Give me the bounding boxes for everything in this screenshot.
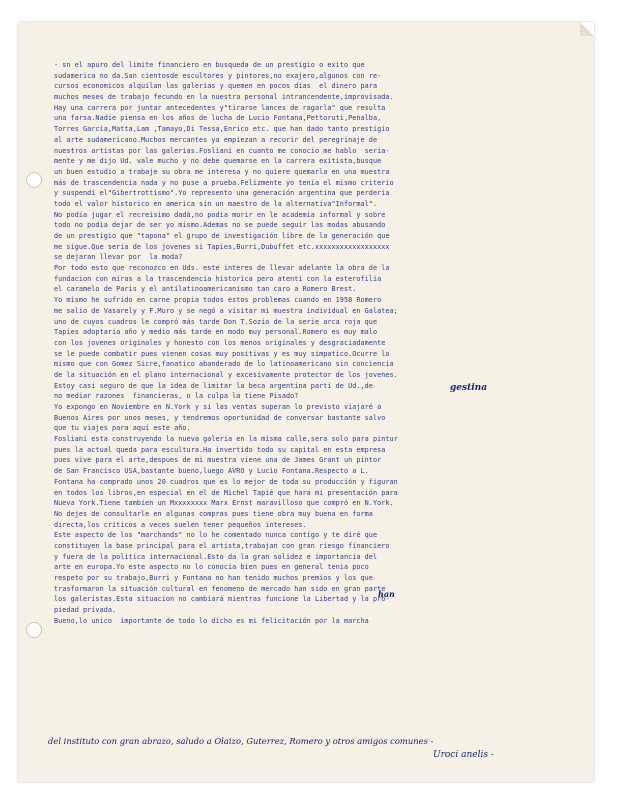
- letter-line: una farsa.Nadie piensa en los años de lucha de Lucio Fontana,Pettoruti,Penalba,: [54, 114, 382, 123]
- letter-line: Yo expongo en Noviembre en N.York y si las ventas superan lo previsto viajaré a: [54, 403, 382, 411]
- typed-letter-body: [54, 60, 574, 626]
- letter-line: con los jovenes originales y honesto con los menos originales y desgraciadamente: [54, 338, 386, 347]
- handwritten-correction-beca: gestina: [450, 383, 488, 393]
- letter-line: pues vive para el arte,despues de mi muestra viene una de James Grant un pintor: [54, 456, 382, 465]
- letter-line: me sigue.Que seria de los jovenes si Tapies,Burri,Dubuffet etc.xxxxxxxxxxxxxxxxxx: [54, 242, 390, 251]
- letter-line: Hay una carrera por juntar antecedentes y"tirarse lances de ragarla" que resulta: [54, 103, 386, 112]
- letter-sheet: [18, 22, 594, 782]
- letter-line: en todos los libros,en especial en el de Michel Tapié que hara mi presentación para: [54, 488, 398, 497]
- letter-line: Tapies adoptaria año y medio más tarde en modo muy personal.Romero es muy malo: [54, 328, 378, 337]
- letter-line: Fosliani esta construyendo la nueva galeria en la misma calle,sera solo para pintur: [54, 435, 398, 444]
- letter-line: muchos meses de trabajo fecundo en la nuestra personal intrancendente,improvisada.: [54, 93, 394, 102]
- signature: Uroci anelis -: [433, 750, 494, 760]
- letter-line: constituyen la base principal para el artista,trabajan con gran riesgo financiero: [54, 541, 390, 550]
- letter-line: No dejes de consultarle en algunas compras pues tiene obra muy buena en forma: [54, 509, 373, 518]
- letter-line: trasformaron la situación cultural en fenomeno de mercado han sido en gran parte: [54, 584, 386, 593]
- letter-line: Por todo esto que reconozco en Uds. este interes de llevar adelante la obra de la: [54, 264, 390, 273]
- letter-line: se dejaran llevar por la moda?: [54, 253, 183, 262]
- letter-line: Buenos Aires por unos meses, y tendremos oportunidad de conversar bastante salvo: [54, 413, 386, 422]
- letter-line: y fuera de la politica internacional.Esto da la gran solidez e importancia del: [54, 552, 378, 561]
- letter-line: Fontana ha comprado unos 20 cuadros que es lo mejor de toda su producción y figuran: [54, 477, 398, 486]
- letter-line: todo no podia dejar de ser yo mismo.Ademas no se puede seguir las modas abusando: [54, 221, 386, 230]
- letter-line: arte en europa.Yo este aspecto no lo conocia bien pues en general tenia poco: [54, 563, 369, 572]
- letter-line: Bueno,lo unico importante de todo lo dicho es mi felicitación por la marcha: [54, 616, 369, 625]
- letter-line: que tu viajes para aquí este año.: [54, 424, 191, 433]
- letter-line: Torres Garcia,Matta,Lam ,Tamayo,Di Tessa,Enrico etc. que han dado tanto prestigio: [54, 125, 390, 134]
- letter-line: un buen estudio a trabaje su obra me interesa y no quiere quemarla en una muestra: [54, 167, 390, 176]
- letter-line: se le puede combatir pues vienen cosas muy positivas y es muy simpatico.Ocurre lo: [54, 349, 390, 358]
- letter-line: todo el valor historico en america sin un maestro de la alternativa"Informal".: [54, 199, 378, 208]
- letter-line: más de trascendencia nada y no puse a prueba.Felizmente yo tenia el mismo criterio: [54, 178, 394, 187]
- letter-line: respeto por su trabajo,Burri y Fontana no han tenido muchos premios y los que: [54, 574, 373, 582]
- letter-line: pues la actual queda para escultura.Ha invertido todo su capital en esta empresa: [54, 445, 386, 454]
- letter-line: de la situación en el plano internacional y excesivamente protector de los jovenes.: [54, 370, 398, 379]
- letter-line: cursos economicos alquilan las galerias y quemen en pocos dias el dinero para: [54, 82, 378, 91]
- handwritten-postscript: del instituto con gran abrazo, saludo a Olaizo, Guterrez, Romero y otros amigos comunes -: [48, 736, 434, 746]
- letter-line: Nueva York.Tiene tambien un Mxxxxxxxx Marx Ernst maravilloso que compró en N.York.: [54, 499, 394, 508]
- letter-line: de un prestigio que "tapona" el grupo de investigación libre de la generación que: [54, 232, 390, 240]
- letter-line: piedad privada.: [54, 606, 117, 615]
- page-corner: [580, 22, 594, 36]
- letter-line: directa,los criticos a veces suelen tener pequeños intereses.: [54, 520, 307, 529]
- letter-line: No podia jugar el recreisimo dadà,no podia morir en le academia informal y sobre: [54, 210, 386, 219]
- letter-line: Estoy casi seguro de que la idea de limitar la beca argentina parti de Ud.,de: [54, 381, 373, 390]
- letter-line: mente y me dijo Ud. vale mucho y no debe quemarse en la carrera exitista,busque: [54, 157, 382, 166]
- letter-line: uno de cuyos cuadros le compró más tarde Don T.Sozio de la serie arca roja que: [54, 317, 378, 326]
- letter-line: nuestros artistas por las galerias.Fosliani en cuanto me conocio me hablo seria-: [54, 146, 390, 155]
- letter-line: los galeristas.Esta situacion no cambiará mientras funcione la Libertad y la pro-: [54, 595, 390, 604]
- letter-line: y suspendi el"Gibertrottismo".Yo represento una generación argentina que perderia: [54, 189, 390, 198]
- letter-line: Yo mismo he sufrido en carne propia todos estos problemas cuando en 1958 Romero: [54, 296, 382, 305]
- letter-line: al arte sudamericano.Muchos mercantes ya empiezan a recurir del peregrinaje de: [54, 135, 378, 144]
- letter-line: el caramelo de Paris y el antilatinoamericanismo tan caro a Romero Brest.: [54, 285, 357, 294]
- letter-line: - sn el apuro del limite financiero en busqueda de un prestigio o exito que: [54, 61, 365, 69]
- letter-line: sudamerica no da.San cientosde escultores y pintores,no exajero,algunos con re-: [54, 71, 382, 80]
- letter-line: fundacion con miras a la trascendencia historica pero atenti con la esterofilia: [54, 274, 382, 283]
- letter-line: de San Francisco USA,bastante bueno,luego AVRO y Lucio Fontana.Respecto a L.: [54, 467, 369, 476]
- handwritten-correction-han: han: [378, 589, 395, 599]
- letter-line: Este aspecto de los "marchands" no lo he comentado nunca contigo y te diré que: [54, 531, 378, 540]
- punch-hole: [26, 622, 42, 638]
- letter-line: no mediar razones financieras, o la culpa la tiene Pisado?: [54, 392, 299, 401]
- letter-line: mismo que con Gomez Sicre,fanatico abanderado de lo latinoamericano sin conciencia: [54, 360, 394, 369]
- punch-hole: [26, 172, 42, 188]
- letter-line: me salio de Vasarely y F.Muro y se negó a visitar mi muestra individual en Galatea;: [54, 306, 398, 315]
